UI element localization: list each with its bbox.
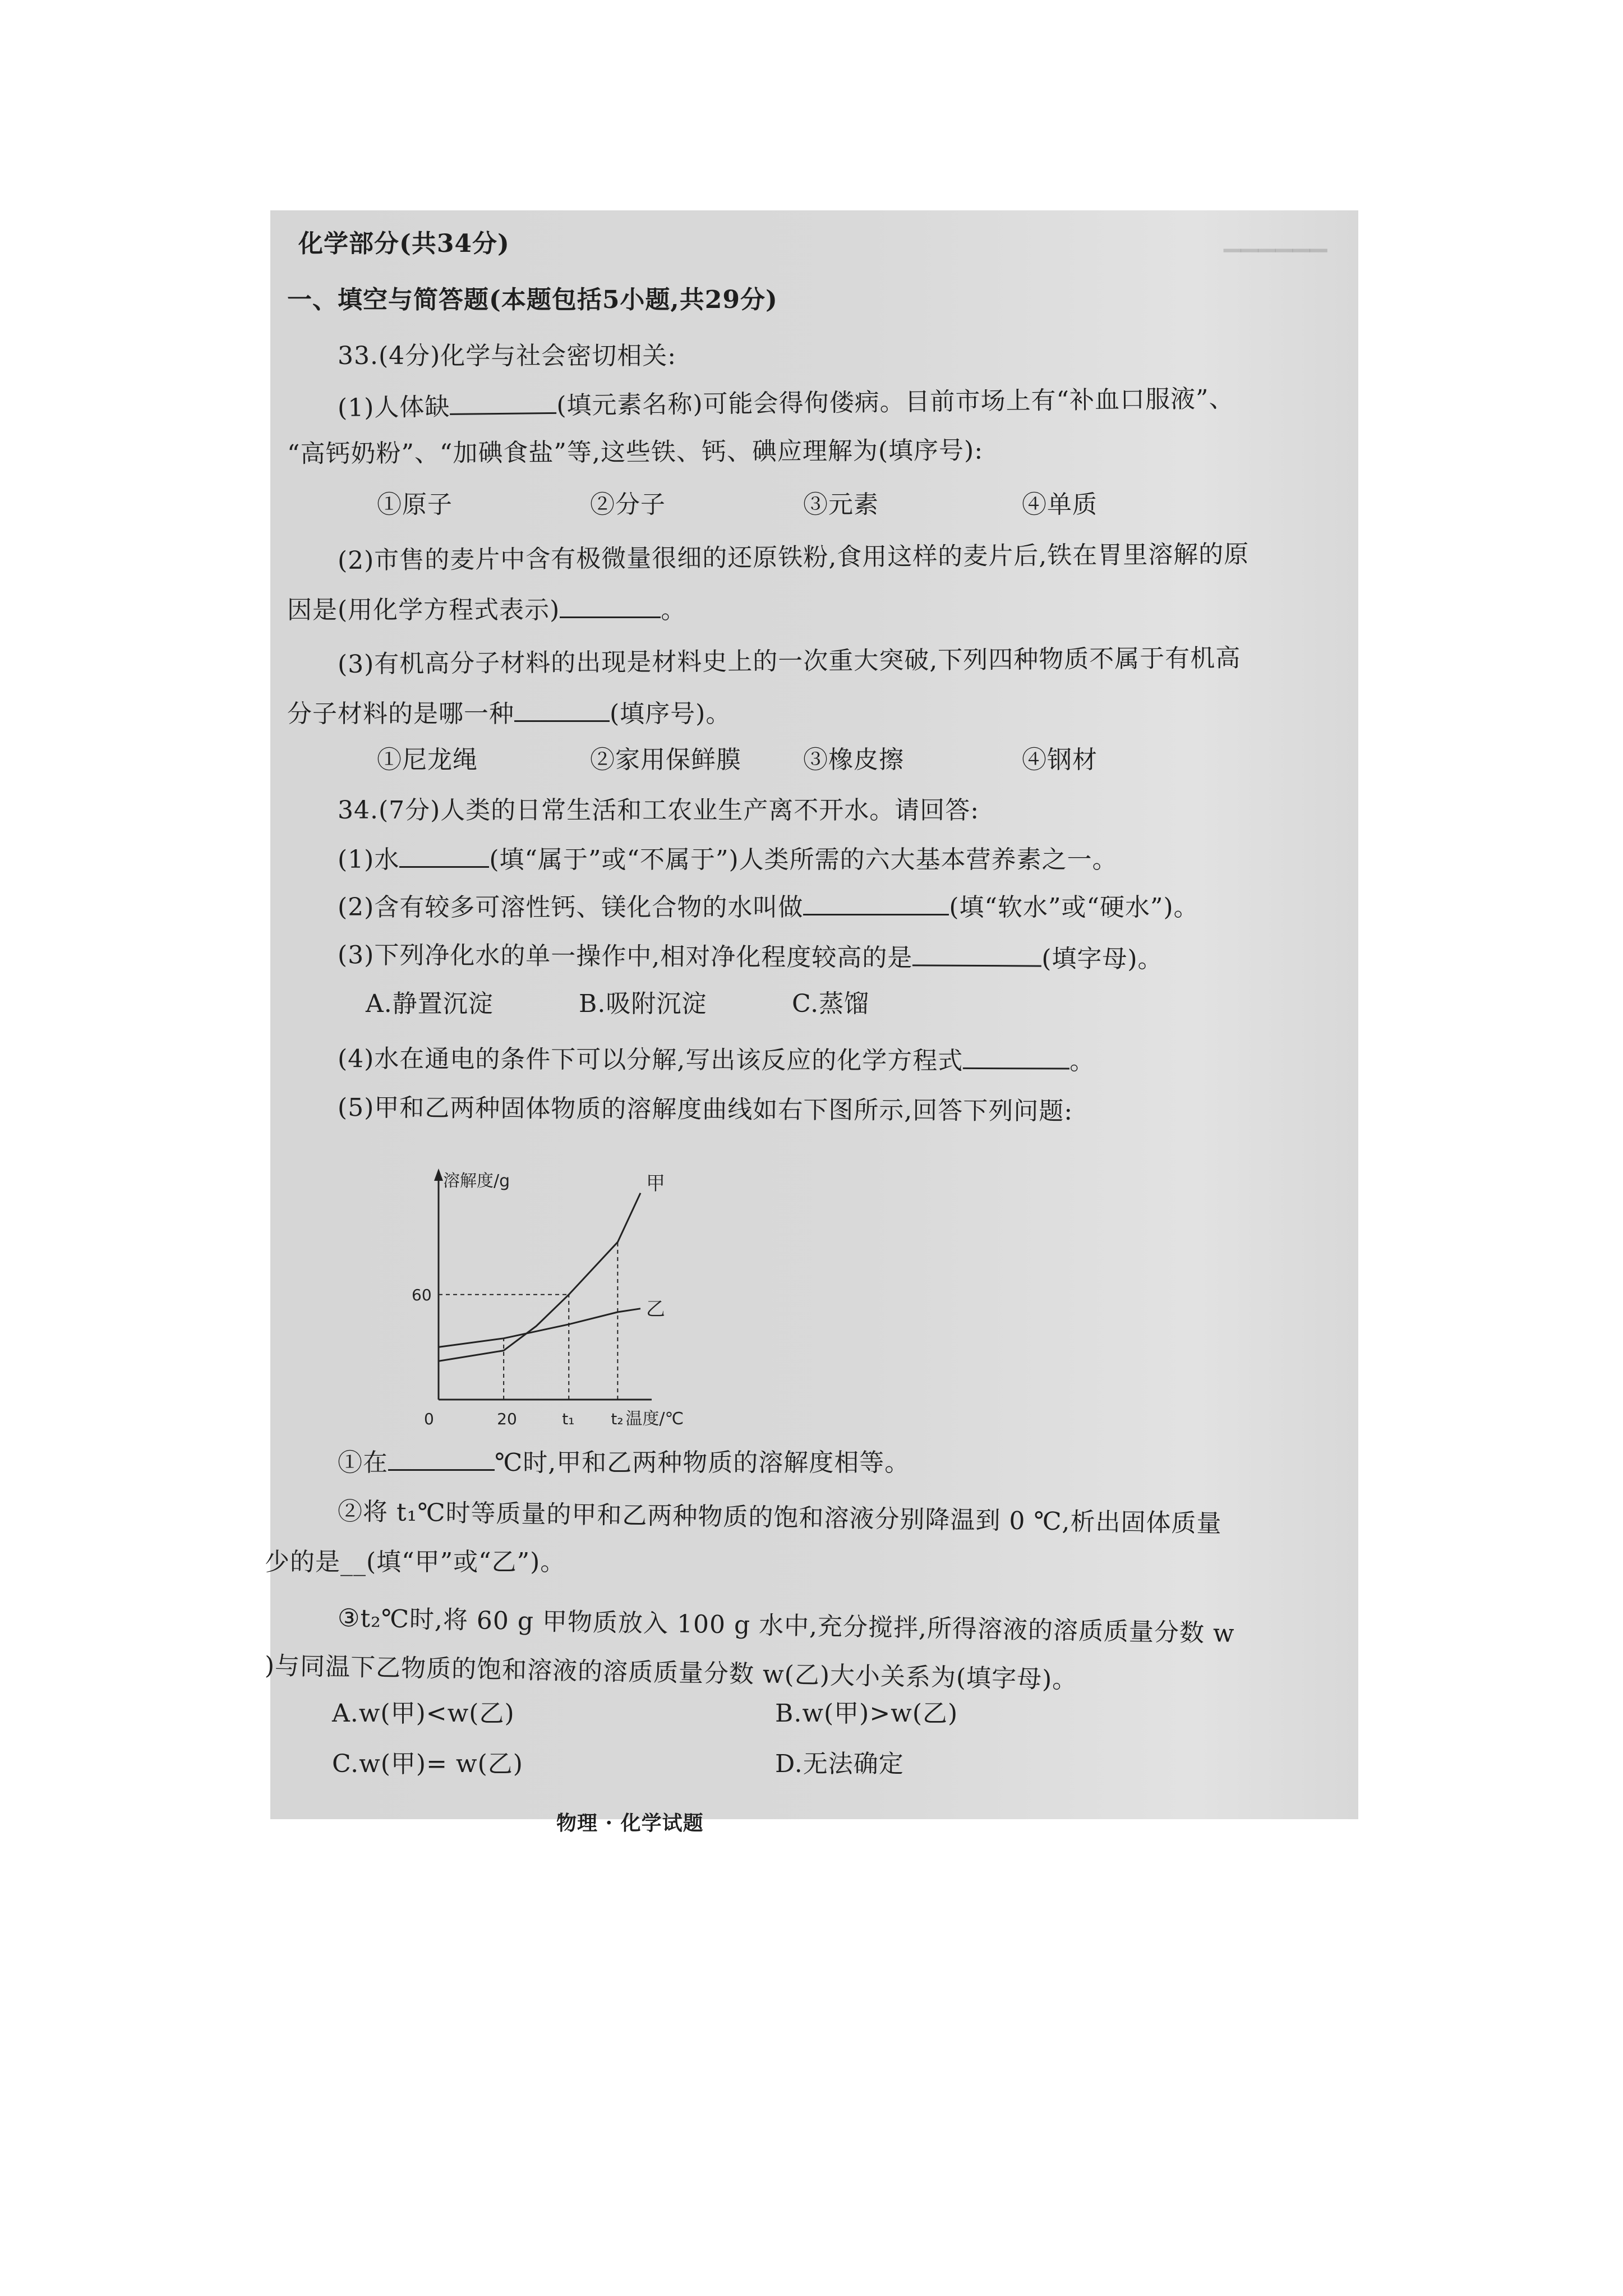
- curve-yi: [439, 1309, 640, 1347]
- curve-jia: [439, 1193, 640, 1361]
- x-tick-label: 20: [497, 1410, 517, 1428]
- q34-c1-text-a: ①在: [338, 1448, 388, 1477]
- q34-sub1-text-a: (1)水: [338, 845, 400, 874]
- answer-blank[interactable]: [912, 940, 1041, 967]
- q34-c1: [338, 1444, 910, 1480]
- option: ③橡皮擦: [803, 746, 904, 774]
- q33-sub2-text: 因是(用化学方程式表示): [287, 596, 560, 624]
- option: C.w(甲)= w(乙): [332, 1750, 523, 1778]
- answer-blank[interactable]: [399, 841, 489, 868]
- q33-sub1-line2: “高钙奶粉”、“加碘食盐”等,这些铁、钙、碘应理解为(填序号):: [287, 436, 984, 468]
- q34-sub3-text-b: (填字母)。: [1041, 944, 1163, 974]
- series-label: 乙: [646, 1297, 665, 1320]
- answer-blank[interactable]: [450, 388, 556, 415]
- option: B.吸附沉淀: [579, 990, 707, 1018]
- y-axis-arrow: [434, 1168, 443, 1181]
- q34-c2-line2: 少的是__(填“甲”或“乙”)。: [265, 1548, 566, 1576]
- period: 。: [661, 596, 686, 624]
- x-tick-label: t₂: [611, 1410, 624, 1428]
- option: D.无法确定: [775, 1750, 904, 1778]
- option: ③元素: [803, 490, 879, 519]
- x-axis-label: 温度/℃: [625, 1409, 684, 1429]
- q33-sub2-line2: [287, 592, 686, 627]
- exam-sheet: [264, 210, 1358, 1835]
- q33-sub3-options: [377, 743, 1098, 777]
- option: ②分子: [590, 490, 666, 519]
- part-heading: 一、填空与简答题(本题包括5小题,共29分): [287, 286, 778, 314]
- q33-sub3-text-a: 分子材料的是哪一种: [287, 700, 514, 728]
- q34-c3-line1: ③t₂℃时,将 60 g 甲物质放入 100 g 水中,充分搅拌,所得溶液的溶质质量分数 w: [337, 1604, 1235, 1648]
- option: ①原子: [377, 490, 453, 519]
- q33-sub1-options: [377, 488, 1098, 522]
- q34-sub1: [338, 841, 1118, 877]
- x-tick-label: 0: [424, 1410, 434, 1428]
- series-label: 甲: [646, 1172, 665, 1195]
- footer-cut-text: 物理 · 化学试题: [556, 1811, 704, 1835]
- q34-c2-line1: ②将 t₁℃时等质量的甲和乙两种物质的饱和溶液分别降温到 0 ℃,析出固体质量: [337, 1497, 1222, 1539]
- q33-sub3-text-b: (填序号)。: [610, 700, 731, 728]
- option: ②家用保鲜膜: [590, 746, 741, 774]
- period: 。: [1069, 1047, 1095, 1076]
- y-tick-label: 60: [412, 1285, 432, 1304]
- q33-sub1-text-a: (1)人体缺: [337, 392, 450, 422]
- q34-c3-options-row1: [332, 1697, 958, 1731]
- q34-sub2-text-a: (2)含有较多可溶性钙、镁化合物的水叫做: [338, 893, 804, 922]
- q34-stem: 34.(7分)人类的日常生活和工农业生产离不开水。请回答:: [338, 796, 980, 825]
- answer-blank[interactable]: [560, 592, 661, 618]
- y-axis-label: 溶解度/g: [443, 1171, 510, 1191]
- q33-sub3-line2: [287, 696, 731, 731]
- q34-sub2: [338, 889, 1199, 924]
- answer-blank[interactable]: [963, 1043, 1069, 1070]
- q34-sub3-text-a: (3)下列净化水的单一操作中,相对净化程度较高的是: [337, 941, 913, 973]
- q34-sub4: [338, 1041, 1095, 1079]
- option: B.w(甲)>w(乙): [775, 1699, 958, 1728]
- bleed-through-marks: ▔▔▔▔▔▔: [1224, 250, 1327, 275]
- q34-sub3-options: [366, 987, 869, 1021]
- option: ④单质: [1022, 490, 1098, 519]
- option: ①尼龙绳: [377, 746, 478, 774]
- q34-c3-line2: )与同温下乙物质的饱和溶液的溶质质量分数 w(乙)大小关系为(填字母)。: [264, 1651, 1078, 1695]
- q33-stem: 33.(4分)化学与社会密切相关:: [338, 342, 677, 370]
- q34-sub5: (5)甲和乙两种固体物质的溶解度曲线如右下图所示,回答下列问题:: [337, 1093, 1073, 1126]
- answer-blank[interactable]: [514, 696, 610, 722]
- q33-sub2-line1: (2)市售的麦片中含有极微量很细的还原铁粉,食用这样的麦片后,铁在胃里溶解的原: [337, 540, 1249, 575]
- answer-blank[interactable]: [803, 889, 949, 915]
- solubility-chart: [411, 1164, 684, 1433]
- q34-sub1-text-b: (填“属于”或“不属于”)人类所需的六大基本营养素之一。: [489, 845, 1118, 874]
- q33-sub1-text-b: (填元素名称)可能会得佝偻病。目前市场上有“补血口服液”、: [556, 384, 1234, 420]
- option: A.静置沉淀: [366, 990, 494, 1018]
- q34-sub4-text: (4)水在通电的条件下可以分解,写出该反应的化学方程式: [337, 1045, 963, 1075]
- option: ④钢材: [1022, 746, 1098, 774]
- q33-sub3-line1: (3)有机高分子材料的出现是材料史上的一次重大突破,下列四种物质不属于有机高: [337, 643, 1241, 679]
- q34-sub3: [338, 937, 1163, 977]
- q34-c3-options-row2: [332, 1747, 904, 1781]
- q34-c1-text-b: ℃时,甲和乙两种物质的溶解度相等。: [495, 1448, 910, 1477]
- x-tick-label: t₁: [562, 1410, 575, 1428]
- q34-sub2-text-b: (填“软水”或“硬水”)。: [949, 893, 1199, 922]
- answer-blank[interactable]: [388, 1444, 495, 1471]
- option: A.w(甲)<w(乙): [332, 1699, 515, 1728]
- q33-sub1-line1: [338, 380, 1234, 425]
- option: C.蒸馏: [792, 990, 870, 1018]
- section-title: 化学部分(共34分): [298, 229, 510, 258]
